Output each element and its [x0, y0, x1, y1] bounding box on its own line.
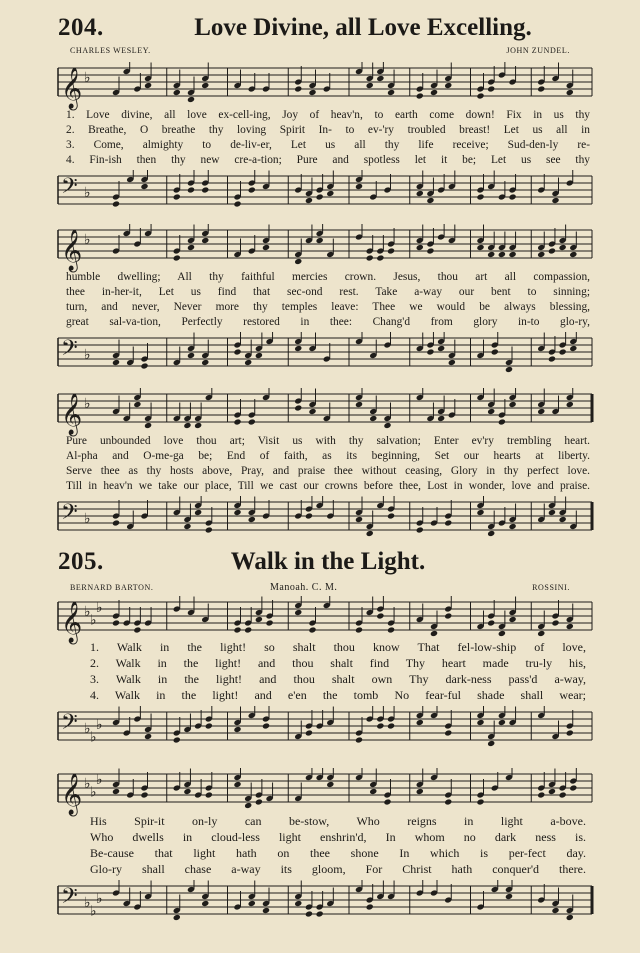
lyric-line: 1. Love divine, all love ex-cell-ing, Joy of heav'n, to earth come down! Fix in us thy	[66, 109, 590, 121]
note-head	[498, 719, 506, 726]
note-head	[491, 348, 499, 355]
note-head	[201, 82, 209, 89]
note-head	[509, 251, 517, 258]
note-head	[294, 85, 302, 92]
note-head	[369, 788, 377, 795]
note-head	[498, 418, 506, 425]
note-head	[551, 619, 559, 626]
lyric-line: 3. Walk in the light! and thou shalt own Thy dark-ness pass'd a-way,	[90, 672, 586, 686]
note-head	[262, 722, 270, 729]
bass-staff	[0, 332, 640, 382]
flat-icon: ♭	[84, 347, 91, 363]
note-head	[140, 791, 148, 798]
note-head	[201, 900, 209, 907]
note-head	[140, 183, 148, 190]
note-head	[248, 418, 256, 425]
bass-staff	[0, 170, 640, 220]
note-head	[187, 352, 195, 359]
note-head	[444, 82, 452, 89]
note-head	[387, 512, 395, 519]
note-head	[416, 190, 424, 197]
note-head	[112, 200, 120, 207]
treble-staff	[0, 596, 640, 646]
note-head	[551, 197, 559, 204]
hymn-number: 205.	[58, 548, 104, 575]
composer: ROSSINI.	[532, 583, 570, 592]
note-head	[509, 616, 517, 623]
note-head	[294, 609, 302, 616]
note-head	[294, 258, 302, 265]
note-head	[173, 736, 181, 743]
note-head	[366, 530, 374, 537]
flat-icon: ♭	[84, 396, 91, 412]
note-head	[255, 798, 263, 805]
flat-icon: ♭	[84, 776, 91, 792]
note-head	[112, 619, 120, 626]
note-head	[369, 415, 377, 422]
note-head	[387, 722, 395, 729]
note-head	[566, 89, 574, 96]
note-head	[426, 197, 434, 204]
bass-staff	[0, 496, 640, 546]
flat-icon: ♭	[90, 903, 97, 920]
note-head	[316, 237, 324, 244]
lyric-line: humble dwelling; All thy faithful mercies crown. Jesus, thou art all compassion,	[66, 271, 590, 283]
note-head	[437, 415, 445, 422]
note-head	[426, 247, 434, 254]
bass-clef-icon: 𝄢	[61, 336, 78, 366]
note-head	[294, 345, 302, 352]
treble-clef-icon: 𝄞	[61, 230, 83, 271]
note-head	[509, 193, 517, 200]
lyric-line: 2. Walk in the light! and thou shalt find Thy heart made tru-ly his,	[90, 656, 586, 670]
note-head	[387, 89, 395, 96]
note-head	[187, 244, 195, 251]
note-head	[244, 626, 252, 633]
note-head	[566, 623, 574, 630]
hymn-title: Walk in the Light.	[230, 548, 426, 575]
treble-staff	[0, 224, 640, 274]
flat-icon: ♭	[96, 600, 103, 616]
note-head	[416, 788, 424, 795]
bass-clef-icon: 𝄢	[61, 884, 78, 914]
note-head	[416, 526, 424, 533]
note-head	[487, 408, 495, 415]
note-head	[559, 244, 567, 251]
note-head	[355, 401, 363, 408]
composer: JOHN ZUNDEL.	[506, 46, 570, 55]
note-head	[505, 893, 513, 900]
note-head	[140, 362, 148, 369]
note-head	[548, 788, 556, 795]
note-head	[383, 798, 391, 805]
note-head	[262, 244, 270, 251]
lyric-line: 4. Fin-ish then thy new cre-a-tion; Pure and spotless let it be; Let us see thy	[66, 154, 590, 166]
flat-icon: ♭	[96, 772, 103, 788]
note-head	[201, 186, 209, 193]
treble-staff	[0, 62, 640, 112]
author: CHARLES WESLEY.	[70, 46, 151, 55]
note-head	[376, 722, 384, 729]
note-head	[326, 781, 334, 788]
flat-icon: ♭	[84, 185, 91, 201]
note-head	[326, 190, 334, 197]
note-head	[448, 359, 456, 366]
note-head	[205, 791, 213, 798]
note-head	[559, 791, 567, 798]
lyric-line: Serve thee as thy hosts above, Pray, and praise thee without ceasing, Glory in thy perfect love.	[66, 465, 590, 477]
note-head	[416, 244, 424, 251]
hymn-205-header	[58, 548, 598, 582]
note-head	[308, 626, 316, 633]
note-head	[476, 798, 484, 805]
note-head	[233, 726, 241, 733]
note-head	[173, 89, 181, 96]
note-head	[201, 359, 209, 366]
note-head	[566, 729, 574, 736]
lyric-line: Be-cause that light hath on thee shone In which is per-fect day.	[90, 846, 586, 860]
bass-clef-icon: 𝄢	[61, 174, 78, 204]
note-head	[569, 251, 577, 258]
flat-icon: ♭	[84, 721, 91, 737]
lyric-line: Till in heav'n we take our place, Till we cast our crowns before thee, Lost in wonder, love and praise.	[66, 480, 590, 492]
note-head	[416, 92, 424, 99]
flat-icon: ♭	[90, 784, 97, 801]
note-head	[366, 903, 374, 910]
note-head	[383, 422, 391, 429]
note-head	[505, 366, 513, 373]
note-head	[566, 401, 574, 408]
note-head	[487, 85, 495, 92]
note-head	[266, 619, 274, 626]
note-head	[194, 509, 202, 516]
treble-clef-icon: 𝄞	[61, 774, 83, 815]
note-head	[548, 247, 556, 254]
note-head	[426, 348, 434, 355]
note-head	[112, 788, 120, 795]
note-head	[537, 791, 545, 798]
note-head	[173, 193, 181, 200]
note-head	[308, 408, 316, 415]
note-head	[476, 244, 484, 251]
flat-icon: ♭	[96, 891, 103, 907]
note-head	[294, 900, 302, 907]
note-head	[233, 509, 241, 516]
note-head	[173, 254, 181, 261]
note-head	[548, 355, 556, 362]
note-head	[233, 348, 241, 355]
lyric-line: Glo-ry shall chase a-way its gloom, For Christ hath conquer'd there.	[90, 862, 586, 876]
note-head	[355, 736, 363, 743]
staff-lines	[58, 712, 592, 740]
note-head	[194, 422, 202, 429]
note-head	[248, 186, 256, 193]
lyric-line: His Spir-it on-ly can be-stow, Who reigns in light a-bove.	[90, 814, 586, 828]
flat-icon: ♭	[84, 70, 91, 86]
note-head	[187, 186, 195, 193]
note-head	[487, 251, 495, 258]
note-head	[183, 788, 191, 795]
note-head	[387, 626, 395, 633]
lyric-line: 2. Breathe, O breathe thy loving Spirit In- to ev-'ry troubled breast! Let us all in	[66, 124, 590, 136]
flat-icon: ♭	[96, 717, 103, 733]
note-head	[355, 626, 363, 633]
note-head	[233, 626, 241, 633]
note-head	[476, 719, 484, 726]
lyric-line: turn, and never, Never more thy temples leave: Thee we would be always blessing,	[66, 301, 590, 313]
note-head	[444, 612, 452, 619]
note-head	[569, 345, 577, 352]
note-head	[387, 247, 395, 254]
treble-staff	[0, 768, 640, 818]
note-head	[244, 359, 252, 366]
note-head	[509, 523, 517, 530]
note-head	[559, 516, 567, 523]
note-head	[205, 526, 213, 533]
note-head	[376, 254, 384, 261]
note-head	[233, 418, 241, 425]
note-head	[444, 729, 452, 736]
note-head	[487, 619, 495, 626]
note-head	[133, 401, 141, 408]
lyric-line: 4. Walk in the light! and e'en the tomb No fear-ful shade shall wear;	[90, 688, 586, 702]
note-head	[537, 630, 545, 637]
flat-icon: ♭	[90, 612, 97, 629]
note-head	[187, 96, 195, 103]
note-head	[487, 740, 495, 747]
note-head	[355, 516, 363, 523]
author: BERNARD BARTON.	[70, 583, 154, 592]
bass-clef-icon: 𝄢	[61, 710, 78, 740]
note-head	[233, 781, 241, 788]
note-head	[183, 422, 191, 429]
bass-staff	[0, 880, 640, 930]
note-head	[144, 422, 152, 429]
note-head	[248, 516, 256, 523]
treble-clef-icon: 𝄞	[61, 394, 83, 435]
note-head	[444, 519, 452, 526]
note-head	[498, 630, 506, 637]
note-head	[294, 404, 302, 411]
note-head	[430, 89, 438, 96]
hymn-number: 204.	[58, 14, 104, 41]
note-head	[244, 802, 252, 809]
flat-icon: ♭	[84, 511, 91, 527]
note-head	[133, 626, 141, 633]
bass-staff	[0, 706, 640, 756]
note-head	[183, 523, 191, 530]
lyric-line: 1. Walk in the light! so shalt thou know That fel-low-ship of love,	[90, 640, 586, 654]
note-head	[437, 345, 445, 352]
note-head	[416, 719, 424, 726]
hymn-204-header	[58, 14, 598, 48]
lyric-line: Pure unbounded love thou art; Visit us with thy salvation; Enter ev'ry trembling heart.	[66, 435, 590, 447]
note-head	[537, 251, 545, 258]
note-head	[308, 89, 316, 96]
lyric-line: Al-pha and O-me-ga be; End of faith, as its beginning, Set our hearts at liberty.	[66, 450, 590, 462]
note-head	[262, 907, 270, 914]
note-head	[487, 530, 495, 537]
lyric-line: thee in-her-it, Let us find that sec-ond rest. Take a-way our bent to sinning;	[66, 286, 590, 298]
note-head	[366, 254, 374, 261]
treble-staff	[0, 388, 640, 438]
note-head	[551, 907, 559, 914]
note-head	[112, 359, 120, 366]
note-head	[305, 197, 313, 204]
note-head	[537, 85, 545, 92]
hymn-205-credits	[70, 583, 570, 597]
treble-clef-icon: 𝄞	[61, 602, 83, 643]
lyric-line: great sal-va-tion, Perfectly restored in thee: Chang'd from glory in-to glo-ry,	[66, 316, 590, 328]
note-head	[173, 914, 181, 921]
note-head	[255, 352, 263, 359]
note-head	[476, 509, 484, 516]
note-head	[509, 401, 517, 408]
note-head	[112, 519, 120, 526]
bass-clef-icon: 𝄢	[61, 500, 78, 530]
note-head	[476, 92, 484, 99]
hymn-204-credits	[70, 46, 570, 60]
note-head	[316, 193, 324, 200]
note-head	[476, 193, 484, 200]
note-head	[233, 200, 241, 207]
note-head	[355, 183, 363, 190]
note-head	[430, 630, 438, 637]
treble-clef-icon: 𝄞	[61, 68, 83, 109]
note-head	[248, 900, 256, 907]
note-head	[255, 616, 263, 623]
note-head	[305, 729, 313, 736]
flat-icon: ♭	[84, 895, 91, 911]
flat-icon: ♭	[84, 604, 91, 620]
note-head	[316, 910, 324, 917]
note-head	[144, 82, 152, 89]
note-head	[366, 82, 374, 89]
note-head	[376, 75, 384, 82]
lyric-line: 3. Come, almighty to de-liv-er, Let us all thy life receive; Sud-den-ly re-	[66, 139, 590, 151]
note-head	[376, 612, 384, 619]
note-head	[559, 348, 567, 355]
flat-icon: ♭	[90, 729, 97, 746]
note-head	[305, 910, 313, 917]
flat-icon: ♭	[84, 232, 91, 248]
note-head	[498, 251, 506, 258]
note-head	[566, 914, 574, 921]
note-head	[444, 798, 452, 805]
lyric-line: Who dwells in cloud-less light enshrin'd, In whom no dark ness is.	[90, 830, 586, 844]
note-head	[548, 509, 556, 516]
hymn-title: Love Divine, all Love Excelling.	[194, 14, 532, 41]
note-head	[205, 722, 213, 729]
note-head	[201, 237, 209, 244]
tune-info: Manoah. C. M.	[270, 582, 338, 593]
note-head	[144, 733, 152, 740]
note-head	[569, 784, 577, 791]
note-head	[537, 408, 545, 415]
note-head	[305, 512, 313, 519]
